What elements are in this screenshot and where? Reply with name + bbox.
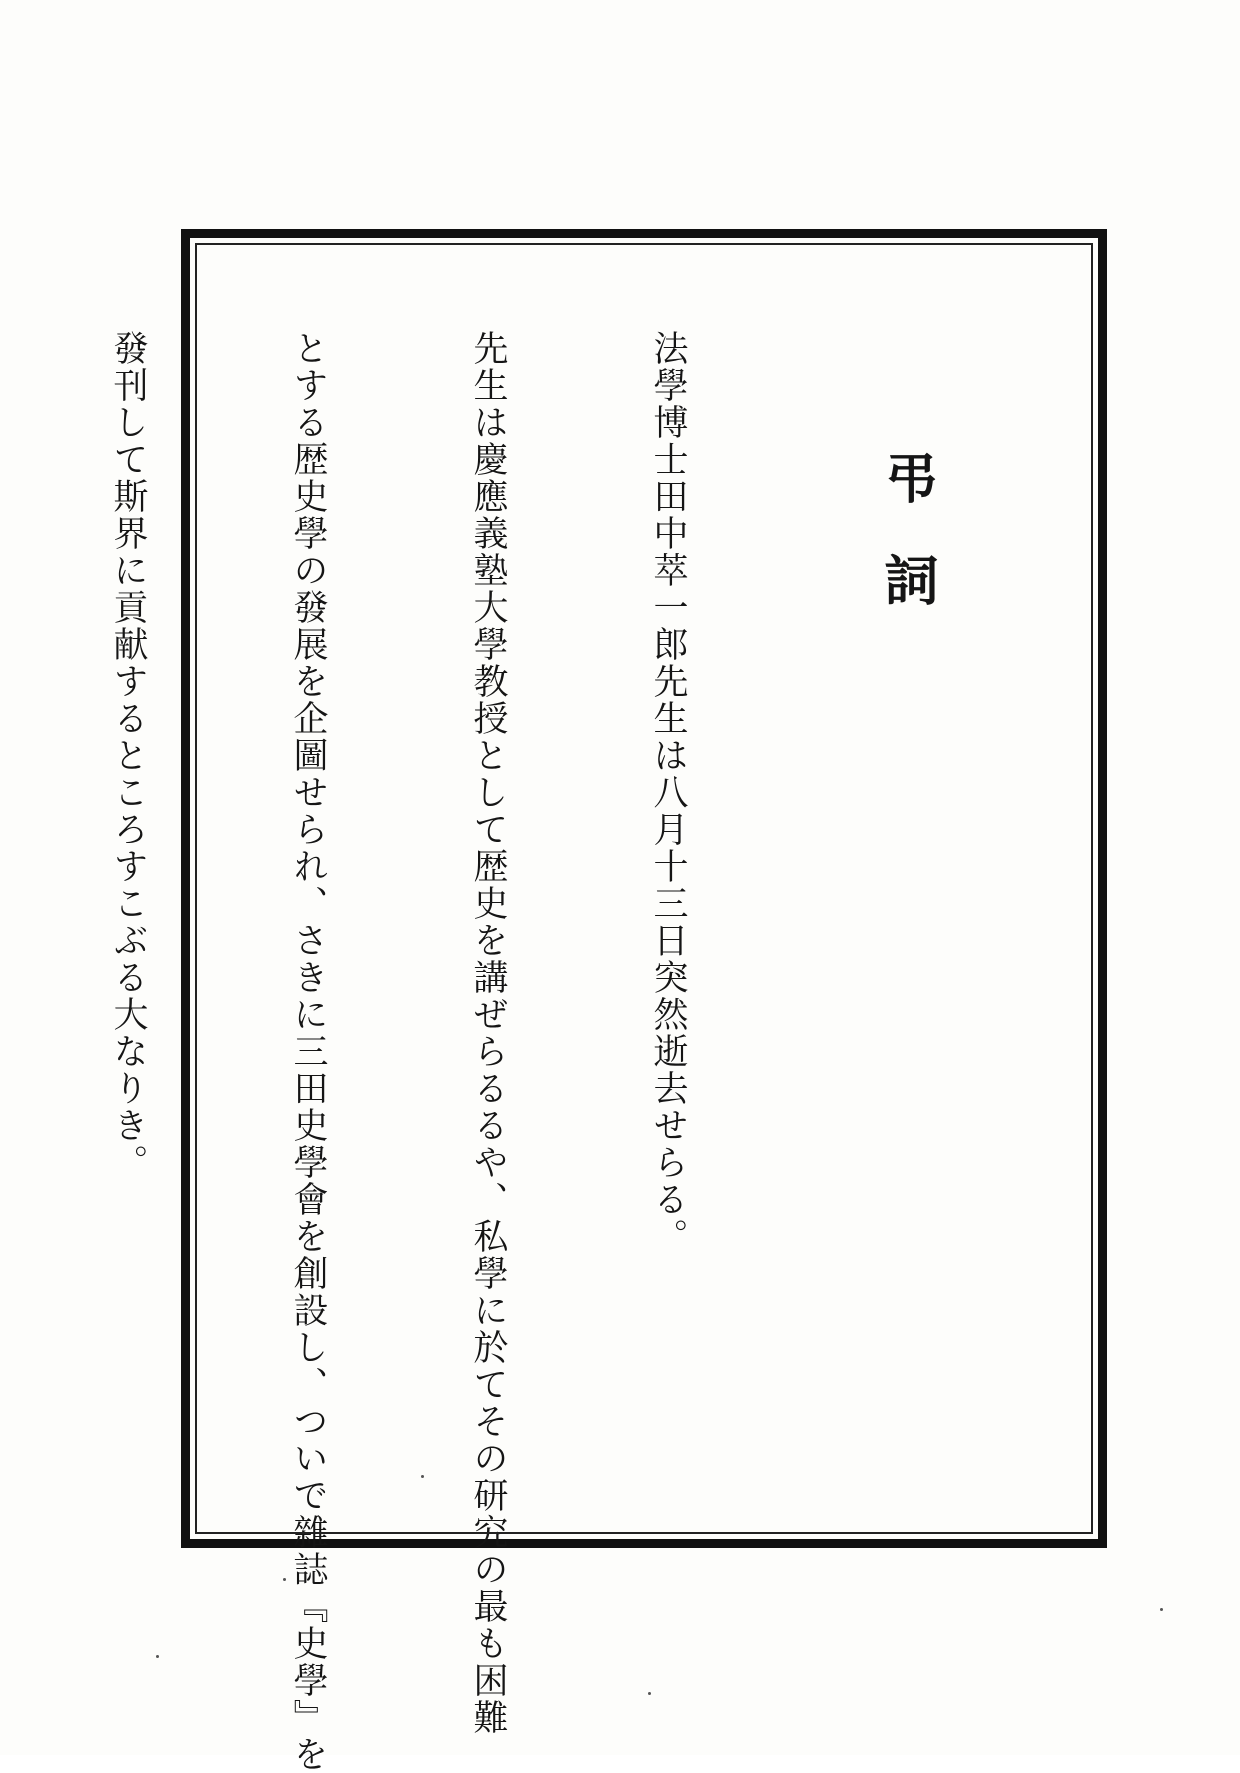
document-title: 弔詞 — [876, 450, 940, 654]
scan-speck — [421, 1475, 424, 1478]
scan-speck — [648, 1692, 651, 1695]
scan-speck — [283, 1578, 286, 1581]
text-line: 法學博士田中萃一郎先生は八月十三日突然逝去せらる。 — [648, 330, 688, 1255]
text-line: 先生は慶應義塾大學教授として歴史を講ぜらるるや、私學に於てその研究の最も困難 — [468, 330, 508, 1736]
document-border — [108, 229, 1107, 1773]
vertical-text-block — [0, 330, 1058, 1773]
text-line: 發刊して斯界に貢献するところすこぶる大なりき。 — [108, 330, 148, 1181]
scan-speck — [1160, 1608, 1163, 1611]
text-line: とする歴史學の發展を企圖せられ、さきに三田史學會を創設し、ついで雜誌『史學』を — [288, 330, 328, 1773]
scan-speck — [156, 1655, 159, 1658]
